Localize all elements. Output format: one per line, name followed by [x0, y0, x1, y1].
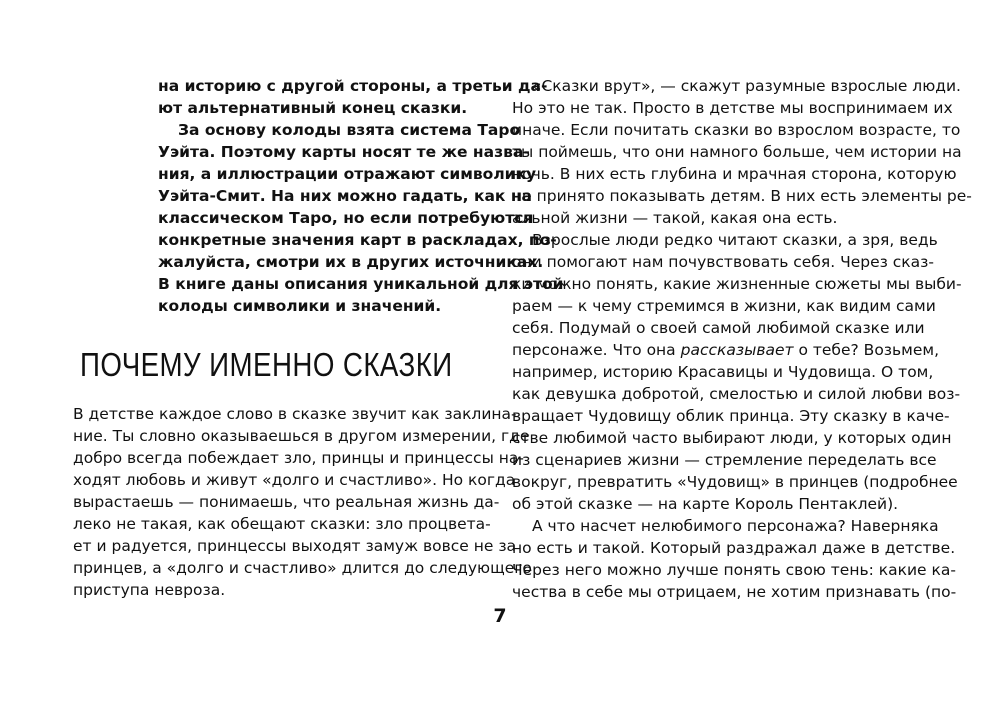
body-line: добро всегда побеждает зло, принцы и принцессы на-	[73, 449, 524, 467]
intro-line: колоды символики и значений.	[158, 297, 442, 315]
emphasis-text: рассказывает	[680, 341, 794, 359]
intro-line: Уэйта. Поэтому карты носят те же назва-	[158, 143, 530, 161]
intro-line: За основу колоды взята система Таро	[178, 121, 521, 139]
body-line: леко не такая, как обещают сказки: зло процвета-	[73, 515, 491, 533]
body-line: ки можно понять, какие жизненные сюжеты мы выби-	[512, 275, 962, 293]
body-line: раем — к чему стремимся в жизни, как видим сами	[512, 297, 936, 315]
intro-line: В книге даны описания уникальной для этой	[158, 275, 564, 293]
page-number: 7	[493, 605, 507, 627]
body-line: Через него можно лучше понять свою тень: какие ка-	[512, 561, 956, 579]
body-line: себя. Подумай о своей самой любимой сказке или	[512, 319, 925, 337]
body-line: иначе. Если почитать сказки во взрослом возрасте, то	[512, 121, 961, 139]
body-line: чества в себе мы отрицаем, не хотим признавать (по-	[512, 583, 957, 601]
body-line: ночь. В них есть глубина и мрачная сторона, которую	[512, 165, 957, 183]
body-line: Но это не так. Просто в детстве мы воспринимаем их	[512, 99, 953, 117]
body-line: например, историю Красавицы и Чудовища. О том,	[512, 363, 934, 381]
body-line: вокруг, превратить «Чудовищ» в принцев (подробнее	[512, 473, 958, 491]
body-text: персонаже. Что она	[512, 341, 681, 359]
body-line: ет и радуется, принцессы выходят замуж вовсе не за	[73, 537, 517, 555]
body-line: не принято показывать детям. В них есть элементы ре-	[512, 187, 972, 205]
intro-line: жалуйста, смотри их в других источниках.	[158, 253, 544, 271]
body-line: как девушка добротой, смелостью и силой любви воз-	[512, 385, 961, 403]
body-line: принцев, а «долго и счастливо» длится до следующего	[73, 559, 532, 577]
body-line: Взрослые люди редко читают сказки, а зря, ведь	[532, 231, 938, 249]
body-line: альной жизни — такой, какая она есть.	[512, 209, 838, 227]
body-line: ние. Ты словно оказываешься в другом измерении, где	[73, 427, 530, 445]
body-line: вырастаешь — понимаешь, что реальная жизнь да-	[73, 493, 500, 511]
body-line: ты поймешь, что они намного больше, чем истории на	[512, 143, 962, 161]
body-line: вращает Чудовищу облик принца. Эту сказку в каче-	[512, 407, 950, 425]
body-line: но есть и такой. Который раздражал даже в детстве.	[512, 539, 956, 557]
intro-line: классическом Таро, но если потребуются	[158, 209, 534, 227]
body-line: они помогают нам почувствовать себя. Через сказ-	[512, 253, 935, 271]
body-line	[512, 339, 940, 361]
body-line: об этой сказке — на карте Король Пентаклей).	[512, 495, 899, 513]
intro-line: ют альтернативный конец сказки.	[158, 99, 468, 117]
intro-line: на историю с другой стороны, а третьи да-	[158, 77, 548, 95]
intro-line: ния, а иллюстрации отражают символику	[158, 165, 537, 183]
body-line: В детстве каждое слово в сказке звучит как заклина-	[73, 405, 517, 423]
body-line: приступа невроза.	[73, 581, 226, 599]
body-line: А что насчет нелюбимого персонажа? Навернякa	[532, 517, 939, 535]
section-heading: ПОЧЕМУ ИМЕННО СКАЗКИ	[80, 346, 453, 383]
intro-line: Уэйта-Смит. На них можно гадать, как на	[158, 187, 533, 205]
body-line: из сценариев жизни — стремление переделать все	[512, 451, 937, 469]
body-text: о тебе? Возьмем,	[793, 341, 940, 359]
body-line: ходят любовь и живут «долго и счастливо». Но когда	[73, 471, 516, 489]
body-line: «Сказки врут», — скажут разумные взрослые люди.	[532, 77, 961, 95]
body-line: стве любимой часто выбирают люди, у которых один	[512, 429, 952, 447]
intro-line: конкретные значения карт в раскладах, по-	[158, 231, 557, 249]
